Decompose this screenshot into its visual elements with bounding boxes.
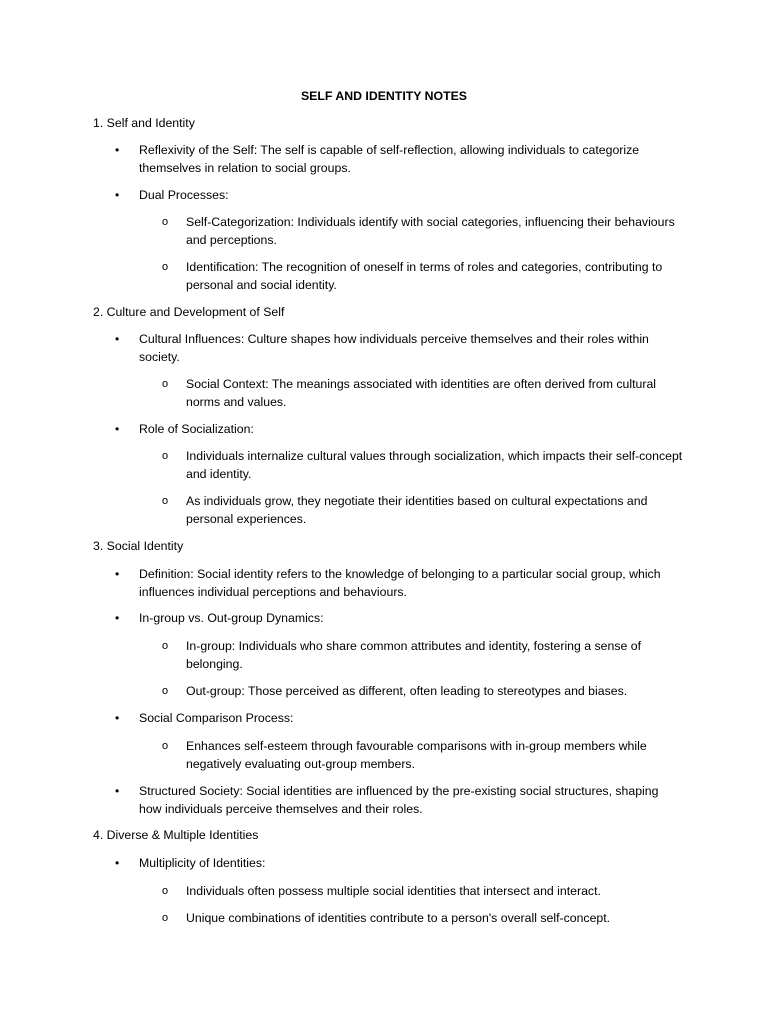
bullet-icon: •: [115, 188, 120, 202]
section-heading: 4. Diverse & Multiple Identities: [93, 828, 259, 842]
sub-bullet-icon: o: [162, 216, 169, 228]
bullet-icon: •: [115, 422, 120, 436]
sub-bullet-text: In-group: Individuals who share common attributes and identity, fostering a sense of belonging.: [186, 639, 642, 671]
document-title: SELF AND IDENTITY NOTES: [300, 89, 468, 103]
sub-bullet-text: Social Context: The meanings associated with identities are often derived from cultural norms and values.: [186, 377, 657, 409]
bullet-icon: •: [115, 784, 120, 798]
bullet-text: Structured Society: Social identities are influenced by the pre-existing social structures, shaping how individuals perceive themselves and their roles.: [139, 784, 659, 816]
bullet-text: In-group vs. Out-group Dynamics:: [139, 611, 324, 625]
bullet-icon: •: [115, 611, 120, 625]
section-heading: 1. Self and Identity: [93, 116, 195, 130]
bullet-text: Role of Socialization:: [139, 422, 254, 436]
bullet-text: Definition: Social identity refers to the knowledge of belonging to a particular social group, which influences individual perceptions and behaviours.: [139, 567, 661, 599]
sub-bullet-icon: o: [162, 740, 169, 752]
sub-bullet-text: Identification: The recognition of oneself in terms of roles and categories, contributing to personal and social identity.: [186, 260, 663, 292]
sub-bullet-text: Out-group: Those perceived as different, often leading to stereotypes and biases.: [186, 684, 628, 698]
sub-bullet-icon: o: [162, 495, 169, 507]
section-heading: 3. Social Identity: [93, 539, 184, 553]
sub-bullet-icon: o: [162, 378, 169, 390]
bullet-text: Cultural Influences: Culture shapes how individuals perceive themselves and their roles within society.: [139, 332, 649, 364]
bullet-icon: •: [115, 856, 120, 870]
bullet-text: Social Comparison Process:: [139, 711, 294, 725]
sub-bullet-text: Individuals internalize cultural values through socialization, which impacts their self-concept and identity.: [186, 449, 683, 481]
sub-bullet-text: As individuals grow, they negotiate their identities based on cultural expectations and personal experiences.: [186, 494, 648, 526]
bullet-icon: •: [115, 143, 120, 157]
bullet-text: Reflexivity of the Self: The self is capable of self-reflection, allowing individuals to categorize themselves in relation to social groups.: [139, 143, 640, 175]
sub-bullet-icon: o: [162, 450, 169, 462]
sub-bullet-icon: o: [162, 261, 169, 273]
bullet-icon: •: [115, 332, 120, 346]
sub-bullet-text: Self-Categorization: Individuals identify with social categories, influencing their behaviours and perceptions.: [186, 215, 675, 247]
sub-bullet-text: Enhances self-esteem through favourable comparisons with in-group members while negatively evaluating out-group members.: [186, 739, 647, 771]
sub-bullet-icon: o: [162, 912, 169, 924]
bullet-icon: •: [115, 711, 120, 725]
sub-bullet-text: Individuals often possess multiple social identities that intersect and interact.: [186, 884, 601, 898]
sub-bullet-icon: o: [162, 685, 169, 697]
bullet-text: Dual Processes:: [139, 188, 229, 202]
sub-bullet-icon: o: [162, 885, 169, 897]
section-heading: 2. Culture and Development of Self: [93, 305, 285, 319]
sub-bullet-text: Unique combinations of identities contribute to a person's overall self-concept.: [186, 911, 611, 925]
bullet-icon: •: [115, 567, 120, 581]
sub-bullet-icon: o: [162, 640, 169, 652]
bullet-text: Multiplicity of Identities:: [139, 856, 266, 870]
